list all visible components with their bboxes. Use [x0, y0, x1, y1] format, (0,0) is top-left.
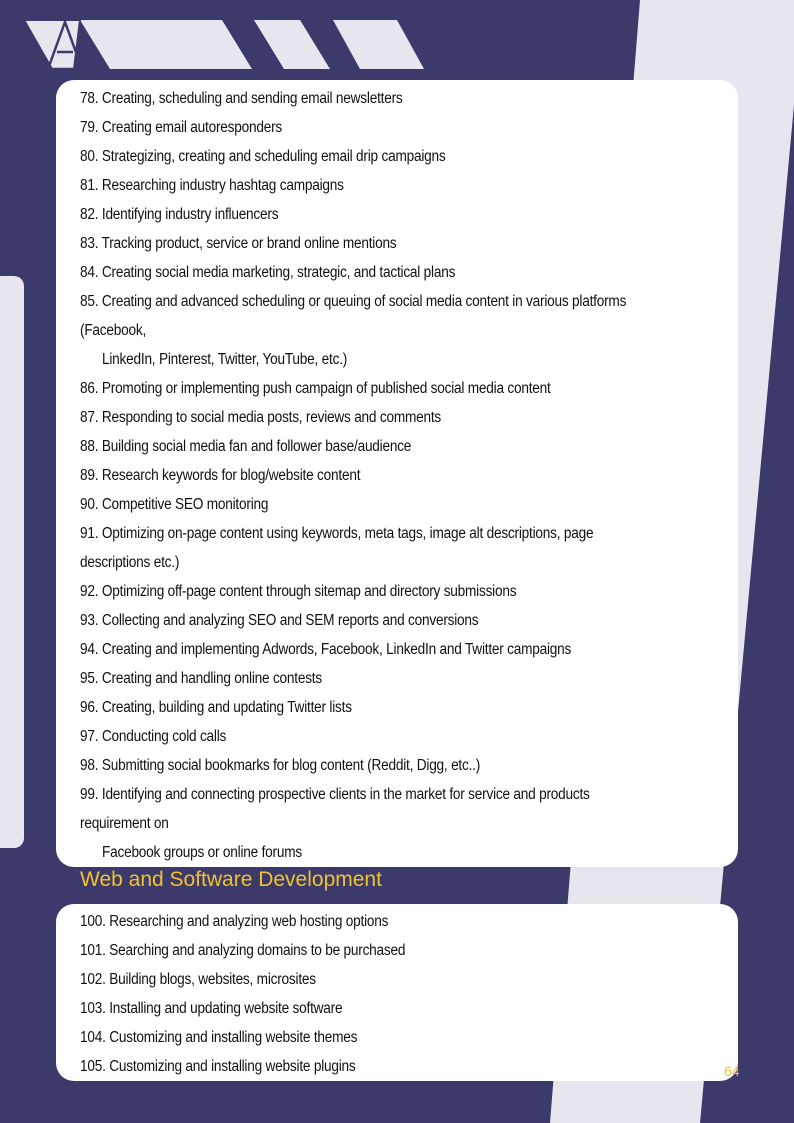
header-stripe [80, 20, 252, 69]
list-item: 104. Customizing and installing website themes [80, 1029, 358, 1046]
list-item: 100. Researching and analyzing web hosting options [80, 913, 389, 930]
list-item: (Facebook, [80, 322, 147, 339]
list-item: 98. Submitting social bookmarks for blog content (Reddit, Digg, etc..) [80, 757, 481, 774]
section-heading: Web and Software Development [80, 868, 382, 891]
list-item: 94. Creating and implementing Adwords, Facebook, LinkedIn and Twitter campaigns [80, 641, 572, 658]
left-accent-bar [0, 276, 24, 848]
list-item: 78. Creating, scheduling and sending email newsletters [80, 90, 403, 107]
list-item: Facebook groups or online forums [102, 844, 302, 861]
list-item: 82. Identifying industry influencers [80, 206, 279, 223]
web-dev-task-list [80, 907, 714, 1081]
list-item: 93. Collecting and analyzing SEO and SEM reports and conversions [80, 612, 479, 629]
task-list [80, 84, 714, 867]
web-dev-list-card [56, 904, 738, 1081]
list-item: LinkedIn, Pinterest, Twitter, YouTube, etc.) [102, 351, 348, 368]
list-item: descriptions etc.) [80, 554, 180, 571]
list-item: 81. Researching industry hashtag campaigns [80, 177, 344, 194]
list-item: 103. Installing and updating website software [80, 1000, 343, 1017]
list-item: 90. Competitive SEO monitoring [80, 496, 269, 513]
list-item: 79. Creating email autoresponders [80, 119, 283, 136]
list-item: 101. Searching and analyzing domains to be purchased [80, 942, 406, 959]
list-item: 85. Creating and advanced scheduling or queuing of social media content in various platforms [80, 293, 627, 310]
list-item: 80. Strategizing, creating and scheduling email drip campaigns [80, 148, 446, 165]
list-item: 95. Creating and handling online contests [80, 670, 322, 687]
page-number: 64 [724, 1063, 740, 1079]
list-item: 91. Optimizing on-page content using keywords, meta tags, image alt descriptions, page [80, 525, 594, 542]
list-item: 87. Responding to social media posts, reviews and comments [80, 409, 442, 426]
list-item: 86. Promoting or implementing push campaign of published social media content [80, 380, 551, 397]
list-item: 105. Customizing and installing website plugins [80, 1058, 356, 1075]
list-item: 83. Tracking product, service or brand online mentions [80, 235, 397, 252]
list-item: 89. Research keywords for blog/website content [80, 467, 361, 484]
list-item: 102. Building blogs, websites, microsites [80, 971, 316, 988]
list-item: 96. Creating, building and updating Twitter lists [80, 699, 352, 716]
task-list-card [56, 80, 738, 867]
list-item: 97. Conducting cold calls [80, 728, 227, 745]
list-item: 88. Building social media fan and follower base/audience [80, 438, 412, 455]
list-item: requirement on [80, 815, 169, 832]
list-item: 99. Identifying and connecting prospective clients in the market for service and products [80, 786, 590, 803]
list-item: 84. Creating social media marketing, strategic, and tactical plans [80, 264, 456, 281]
list-item: 92. Optimizing off-page content through sitemap and directory submissions [80, 583, 517, 600]
